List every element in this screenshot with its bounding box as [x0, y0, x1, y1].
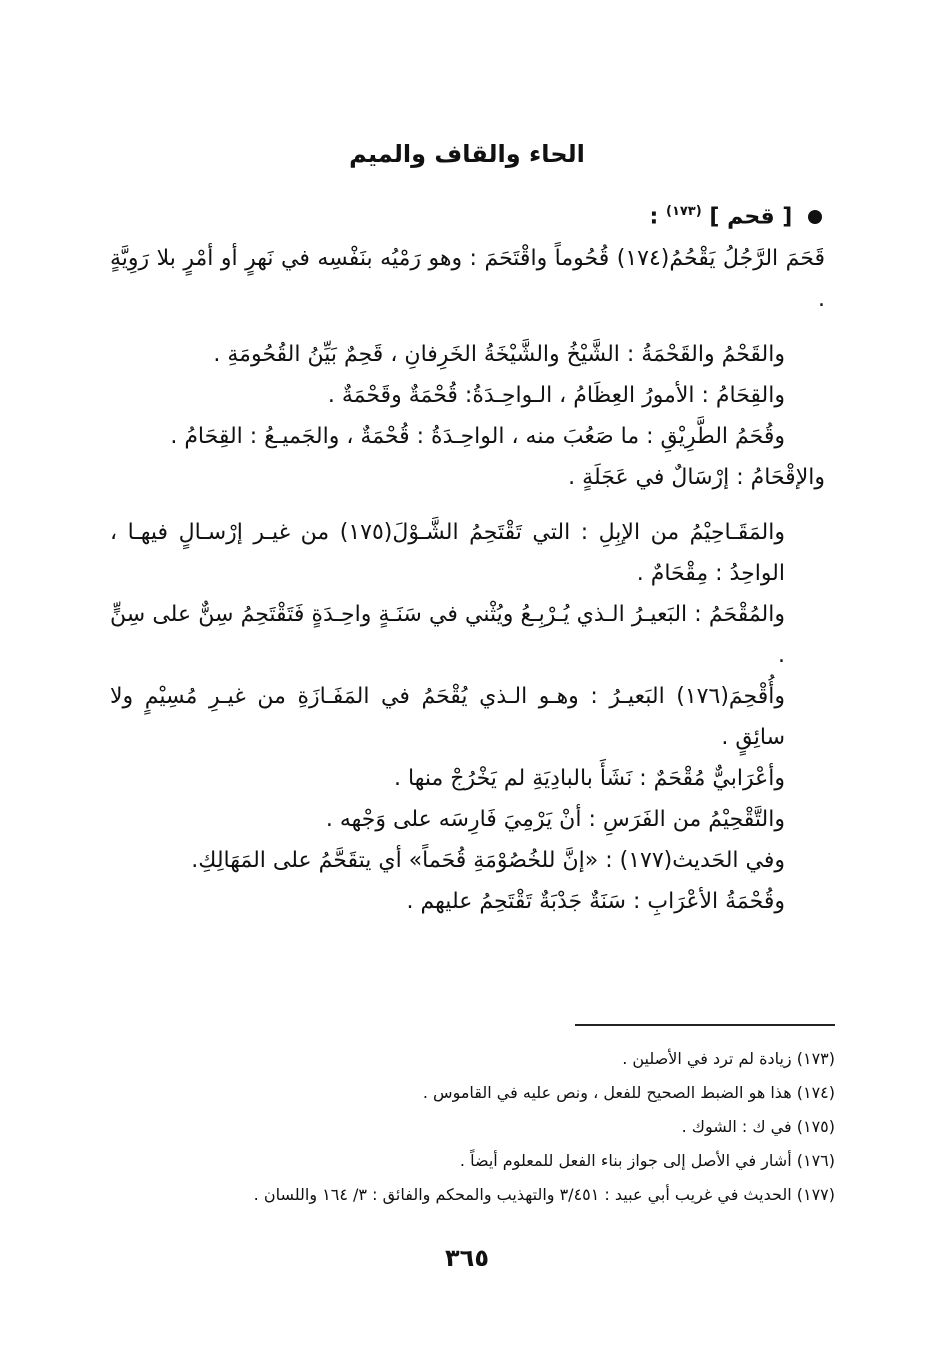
- paragraph: قَحَمَ الرَّجُلُ يَقْحُمُ(١٧٤) قُحُوماً واقْتَحَمَ : وهو رَمْيُه بنَفْسِه في نَهرٍ أو أمْرٍ بلا رَوِيَّةٍ .: [110, 246, 825, 312]
- paragraph: والمُقْحَمُ : البَعيـرُ الـذي يُـرْبِـعُ ويُثْني في سَنَـةٍ واحِـدَةٍ فَتَقْتَحِمُ سِنٌّ على سِنٍّ .: [110, 602, 785, 668]
- entry-heading: [650, 204, 823, 229]
- paragraph: وقُحَمُ الطَّرِيْقِ : ما صَعُبَ منه ، الواحِـدَةُ : قُحْمَةٌ ، والجَميـعُ : القِحَامُ .: [170, 424, 785, 449]
- footnote: (١٧٧) الحديث في غريب أبي عبيد : ٣/٤٥١ والتهذيب والمحكم والفائق : ٣/ ١٦٤ واللسان .: [253, 1185, 835, 1204]
- entry-root: [ قحم ]: [709, 204, 793, 230]
- footnote: (١٧٦) أشار في الأصل إلى جواز بناء الفعل للمعلوم أيضاً .: [459, 1151, 835, 1170]
- paragraph: والقَحْمُ والقَحْمَةُ : الشَّيْخُ والشَّيْخَةُ الخَرِفانِ ، قَحِمٌ بَيِّنُ القُحُومَةِ .: [213, 342, 785, 367]
- page-number: ٣٦٥: [445, 1244, 489, 1272]
- paragraph: والإقْحَامُ : إرْسَالٌ في عَجَلَةٍ .: [568, 465, 825, 490]
- paragraph: وفي الحَديث(١٧٧) : «إنَّ للخُصُوْمَةِ قُحَماً» أي يتقَحَّمُ على المَهَالِكِ.: [191, 848, 785, 873]
- paragraph: وأعْرَابيٌّ مُقْحَمٌ : نَشَأَ بالبادِيَةِ لم يَخْرُجْ منها .: [394, 766, 785, 791]
- footnotes: [110, 1042, 835, 1212]
- footnote-divider: [575, 1024, 835, 1026]
- paragraph: وقُحْمَةُ الأعْرَابِ : سَنَةٌ جَدْبَةٌ تَقْتَحِمُ عليهم .: [406, 889, 785, 914]
- paragraph: والتَّقْحِيْمُ من الفَرَسِ : أنْ يَرْمِيَ فَارِسَه على وَجْهه .: [325, 807, 785, 832]
- paragraph: والمَقَـاحِيْمُ من الإبِلِ : التي تَقْتَحِمُ الشَّـوْلَ(١٧٥) من غيـر إرْسـالٍ فيهـا ، الواحِدُ : مِقْحَامٌ .: [110, 520, 785, 586]
- entry-colon: :: [649, 204, 659, 230]
- bullet-icon: [808, 210, 822, 224]
- paragraph: والقِحَامُ : الأمورُ العِظَامُ ، الـواحِـدَةُ: قُحْمَةٌ وقَحْمَةٌ .: [327, 383, 785, 408]
- footnote: (١٧٥) في ك : الشوك .: [681, 1117, 835, 1136]
- entry-body: [110, 238, 825, 922]
- page-title: الحاء والقاف والميم: [349, 140, 585, 168]
- footnote: (١٧٤) هذا هو الضبط الصحيح للفعل ، ونص عليه في القاموس .: [422, 1083, 835, 1102]
- footnote: (١٧٣) زيادة لم ترد في الأصلين .: [622, 1049, 835, 1068]
- paragraph: وأُقْحِمَ(١٧٦) البَعيـرُ : وهـو الـذي يُقْحَمُ في المَفَـازَةِ من غيـرِ مُسِيْمٍ ولا سائِقٍ .: [110, 684, 785, 750]
- entry-footnote-ref: (١٧٣): [665, 204, 702, 219]
